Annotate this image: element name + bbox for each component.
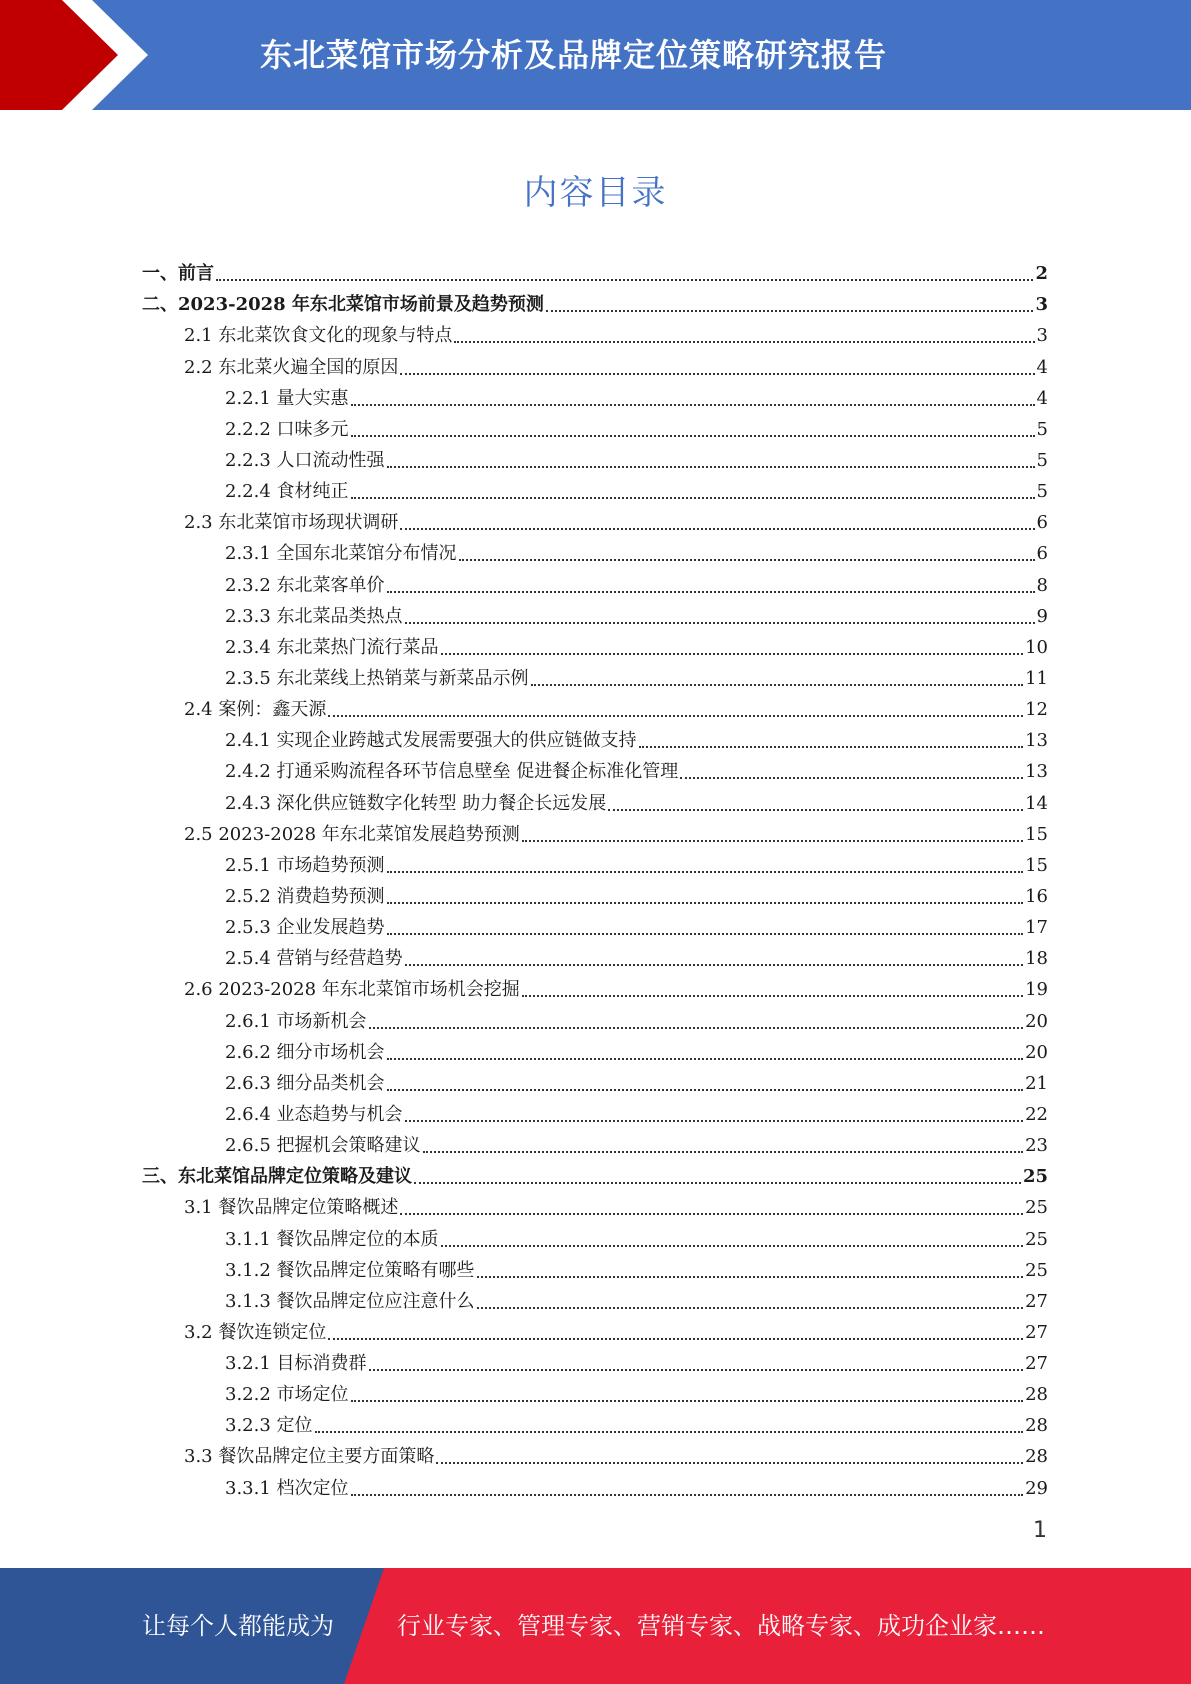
toc-entry[interactable] xyxy=(142,783,1048,814)
toc-entry-page: 29 xyxy=(1025,1477,1048,1499)
toc-entry[interactable] xyxy=(142,815,1048,846)
toc-dot-leader xyxy=(414,1181,1021,1184)
toc-dot-leader xyxy=(441,652,1024,655)
toc-dot-leader xyxy=(400,527,1034,530)
toc-entry[interactable] xyxy=(142,472,1048,503)
toc-entry-label: 2.2.3 人口流动性强 xyxy=(225,449,385,471)
toc-entry-label: 3.2.2 市场定位 xyxy=(225,1384,349,1406)
toc-entry[interactable] xyxy=(142,1188,1048,1219)
toc-entry-page: 15 xyxy=(1025,823,1048,845)
toc-entry[interactable] xyxy=(142,1282,1048,1313)
toc-dot-leader xyxy=(477,1306,1024,1309)
toc-entry-label: 2.6.3 细分品类机会 xyxy=(225,1072,385,1094)
footer-slogan-left: 让每个人都能成为 xyxy=(142,1612,334,1640)
toc-entry-page: 25 xyxy=(1022,1166,1048,1188)
toc-dot-leader xyxy=(531,683,1024,686)
toc-entry-page: 22 xyxy=(1025,1103,1048,1125)
toc-entry-label: 3.1.3 餐饮品牌定位应注意什么 xyxy=(225,1290,475,1312)
toc-dot-leader xyxy=(328,1337,1023,1340)
toc-dot-leader xyxy=(423,1150,1024,1153)
report-title: 东北菜馆市场分析及品牌定位策略研究报告 xyxy=(260,36,888,74)
toc-entry-page: 9 xyxy=(1036,605,1048,627)
report-header xyxy=(0,0,1191,110)
toc-dot-leader xyxy=(459,558,1035,561)
toc-dot-leader xyxy=(387,932,1024,935)
toc-entry[interactable] xyxy=(142,721,1048,752)
toc-dot-leader xyxy=(351,1399,1024,1402)
toc-entry-page: 16 xyxy=(1025,885,1048,907)
toc-entry-label: 3.1 餐饮品牌定位策略概述 xyxy=(184,1197,399,1219)
toc-entry-page: 3 xyxy=(1035,294,1048,316)
toc-entry[interactable] xyxy=(142,846,1048,877)
toc-dot-leader xyxy=(387,465,1035,468)
toc-entry-label: 2.3 东北菜馆市场现状调研 xyxy=(184,512,399,534)
toc-entry-label: 3.1.1 餐饮品牌定位的本质 xyxy=(225,1228,439,1250)
toc-entry-label: 2.6.5 把握机会策略建议 xyxy=(225,1135,421,1157)
toc-entry[interactable] xyxy=(142,1219,1048,1250)
toc-dot-leader xyxy=(522,994,1023,997)
toc-entry[interactable] xyxy=(142,1406,1048,1437)
toc-entry-label: 2.5.3 企业发展趋势 xyxy=(225,917,385,939)
toc-entry-page: 4 xyxy=(1036,356,1048,378)
toc-entry-label: 一、前言 xyxy=(142,263,214,285)
toc-entry-label: 三、东北菜馆品牌定位策略及建议 xyxy=(142,1166,412,1188)
toc-entry[interactable] xyxy=(142,316,1048,347)
toc-entry-page: 14 xyxy=(1025,792,1048,814)
toc-entry-page: 5 xyxy=(1036,449,1048,471)
header-chevron-decoration xyxy=(0,0,150,110)
toc-dot-leader xyxy=(454,340,1034,343)
toc-entry-label: 2.5.1 市场趋势预测 xyxy=(225,854,385,876)
toc-entry[interactable] xyxy=(142,285,1048,316)
toc-entry[interactable] xyxy=(142,628,1048,659)
toc-entry-label: 3.3 餐饮品牌定位主要方面策略 xyxy=(184,1446,435,1468)
toc-entry-label: 2.4.2 打通采购流程各环节信息壁垒 促进餐企标准化管理 xyxy=(225,761,679,783)
toc-entry-label: 2.3.2 东北菜客单价 xyxy=(225,574,385,596)
toc-entry-label: 2.6.4 业态趋势与机会 xyxy=(225,1103,403,1125)
toc-dot-leader xyxy=(315,1430,1024,1433)
toc-entry[interactable] xyxy=(142,1251,1048,1282)
toc-dot-leader xyxy=(387,1057,1024,1060)
toc-entry-page: 19 xyxy=(1025,979,1048,1001)
toc-dot-leader xyxy=(522,839,1023,842)
toc-entry[interactable] xyxy=(142,1095,1048,1126)
table-of-contents xyxy=(142,254,1048,1500)
toc-dot-leader xyxy=(351,496,1035,499)
toc-entry[interactable] xyxy=(142,659,1048,690)
toc-dot-leader xyxy=(369,1026,1024,1029)
toc-dot-leader xyxy=(351,434,1035,437)
toc-entry-page: 4 xyxy=(1036,387,1048,409)
toc-entry-page: 3 xyxy=(1036,325,1048,347)
toc-dot-leader xyxy=(405,621,1035,624)
toc-entry-label: 2.5 2023-2028 年东北菜馆发展趋势预测 xyxy=(184,823,520,845)
toc-dot-leader xyxy=(351,1493,1024,1496)
toc-entry-page: 18 xyxy=(1025,948,1048,970)
toc-entry-label: 2.4.1 实现企业跨越式发展需要强大的供应链做支持 xyxy=(225,730,637,752)
toc-entry[interactable] xyxy=(142,410,1048,441)
toc-dot-leader xyxy=(400,372,1034,375)
toc-entry-label: 2.3.1 全国东北菜馆分布情况 xyxy=(225,543,457,565)
toc-entry-page: 11 xyxy=(1025,667,1048,689)
toc-entry[interactable] xyxy=(142,503,1048,534)
toc-title: 内容目录 xyxy=(523,173,668,213)
toc-entry-page: 27 xyxy=(1025,1353,1048,1375)
toc-entry-page: 5 xyxy=(1036,418,1048,440)
toc-dot-leader xyxy=(477,1275,1024,1278)
toc-entry[interactable] xyxy=(142,690,1048,721)
toc-entry-page: 6 xyxy=(1036,543,1048,565)
toc-entry-label: 2.5.4 营销与经营趋势 xyxy=(225,948,403,970)
toc-entry-page: 8 xyxy=(1036,574,1048,596)
toc-entry-page: 27 xyxy=(1025,1290,1048,1312)
toc-dot-leader xyxy=(216,278,1033,281)
toc-dot-leader xyxy=(441,1244,1024,1247)
toc-entry[interactable] xyxy=(142,752,1048,783)
toc-entry-label: 2.6 2023-2028 年东北菜馆市场机会挖掘 xyxy=(184,979,520,1001)
toc-dot-leader xyxy=(387,590,1035,593)
toc-entry[interactable] xyxy=(142,347,1048,378)
toc-dot-leader xyxy=(387,901,1024,904)
toc-entry-page: 27 xyxy=(1025,1321,1048,1343)
toc-entry[interactable] xyxy=(142,1064,1048,1095)
toc-entry-page: 20 xyxy=(1025,1010,1048,1032)
toc-entry-label: 2.2 东北菜火遍全国的原因 xyxy=(184,356,399,378)
toc-dot-leader xyxy=(387,1088,1024,1091)
toc-entry-page: 17 xyxy=(1025,917,1048,939)
toc-entry-page: 25 xyxy=(1025,1259,1048,1281)
toc-entry[interactable] xyxy=(142,254,1048,285)
toc-dot-leader xyxy=(436,1461,1023,1464)
toc-dot-leader xyxy=(400,1212,1023,1215)
toc-dot-leader xyxy=(639,745,1024,748)
toc-entry-page: 28 xyxy=(1025,1446,1048,1468)
page-number: 1 xyxy=(1033,1518,1047,1543)
toc-entry[interactable] xyxy=(142,1375,1048,1406)
toc-dot-leader xyxy=(387,870,1024,873)
toc-entry[interactable] xyxy=(142,565,1048,596)
toc-entry[interactable] xyxy=(142,970,1048,1001)
toc-entry[interactable] xyxy=(142,441,1048,472)
toc-entry-label: 2.4.3 深化供应链数字化转型 助力餐企长远发展 xyxy=(225,792,607,814)
toc-entry[interactable] xyxy=(142,1126,1048,1157)
toc-entry-label: 2.3.5 东北菜线上热销菜与新菜品示例 xyxy=(225,667,529,689)
toc-dot-leader xyxy=(608,808,1023,811)
toc-entry-page: 13 xyxy=(1025,761,1048,783)
toc-entry[interactable] xyxy=(142,1157,1048,1188)
toc-entry[interactable] xyxy=(142,1313,1048,1344)
toc-entry-page: 23 xyxy=(1025,1135,1048,1157)
toc-entry-label: 2.4 案例：鑫天源 xyxy=(184,699,327,721)
toc-dot-leader xyxy=(351,403,1035,406)
toc-entry-page: 10 xyxy=(1025,636,1048,658)
toc-entry[interactable] xyxy=(142,939,1048,970)
footer-slogan-right: 行业专家、管理专家、营销专家、战略专家、成功企业家…… xyxy=(397,1612,1045,1640)
toc-entry-page: 21 xyxy=(1025,1072,1048,1094)
toc-entry-page: 28 xyxy=(1025,1415,1048,1437)
toc-entry[interactable] xyxy=(142,1344,1048,1375)
toc-entry-label: 3.2 餐饮连锁定位 xyxy=(184,1321,327,1343)
toc-entry-label: 2.3.4 东北菜热门流行菜品 xyxy=(225,636,439,658)
toc-entry-page: 13 xyxy=(1025,730,1048,752)
toc-dot-leader xyxy=(405,1119,1024,1122)
toc-dot-leader xyxy=(680,776,1023,779)
toc-entry-page: 2 xyxy=(1035,263,1048,285)
toc-entry-page: 20 xyxy=(1025,1041,1048,1063)
toc-entry-label: 二、2023-2028 年东北菜馆市场前景及趋势预测 xyxy=(142,294,544,316)
toc-entry-page: 5 xyxy=(1036,481,1048,503)
toc-dot-leader xyxy=(369,1368,1024,1371)
toc-dot-leader xyxy=(328,714,1023,717)
toc-entry-label: 2.3.3 东北菜品类热点 xyxy=(225,605,403,627)
toc-entry[interactable] xyxy=(142,1033,1048,1064)
toc-entry-label: 2.6.1 市场新机会 xyxy=(225,1010,367,1032)
toc-entry-page: 12 xyxy=(1025,699,1048,721)
toc-entry-page: 15 xyxy=(1025,854,1048,876)
toc-entry-page: 28 xyxy=(1025,1384,1048,1406)
toc-entry-label: 3.1.2 餐饮品牌定位策略有哪些 xyxy=(225,1259,475,1281)
toc-entry[interactable] xyxy=(142,1001,1048,1032)
toc-entry[interactable] xyxy=(142,534,1048,565)
toc-entry[interactable] xyxy=(142,1468,1048,1499)
toc-entry[interactable] xyxy=(142,1437,1048,1468)
toc-entry-label: 3.2.1 目标消费群 xyxy=(225,1353,367,1375)
toc-dot-leader xyxy=(546,309,1034,312)
toc-entry-page: 25 xyxy=(1025,1197,1048,1219)
toc-entry-label: 3.3.1 档次定位 xyxy=(225,1477,349,1499)
toc-entry-label: 2.2.1 量大实惠 xyxy=(225,387,349,409)
toc-entry[interactable] xyxy=(142,877,1048,908)
toc-entry[interactable] xyxy=(142,908,1048,939)
toc-entry-label: 2.2.4 食材纯正 xyxy=(225,481,349,503)
toc-entry-label: 3.2.3 定位 xyxy=(225,1415,313,1437)
toc-entry[interactable] xyxy=(142,379,1048,410)
toc-entry-page: 6 xyxy=(1036,512,1048,534)
toc-entry-page: 25 xyxy=(1025,1228,1048,1250)
toc-entry-label: 2.1 东北菜饮食文化的现象与特点 xyxy=(184,325,453,347)
toc-entry[interactable] xyxy=(142,597,1048,628)
toc-dot-leader xyxy=(405,963,1024,966)
toc-entry-label: 2.2.2 口味多元 xyxy=(225,418,349,440)
toc-entry-label: 2.6.2 细分市场机会 xyxy=(225,1041,385,1063)
report-footer xyxy=(0,1568,1191,1684)
toc-entry-label: 2.5.2 消费趋势预测 xyxy=(225,885,385,907)
